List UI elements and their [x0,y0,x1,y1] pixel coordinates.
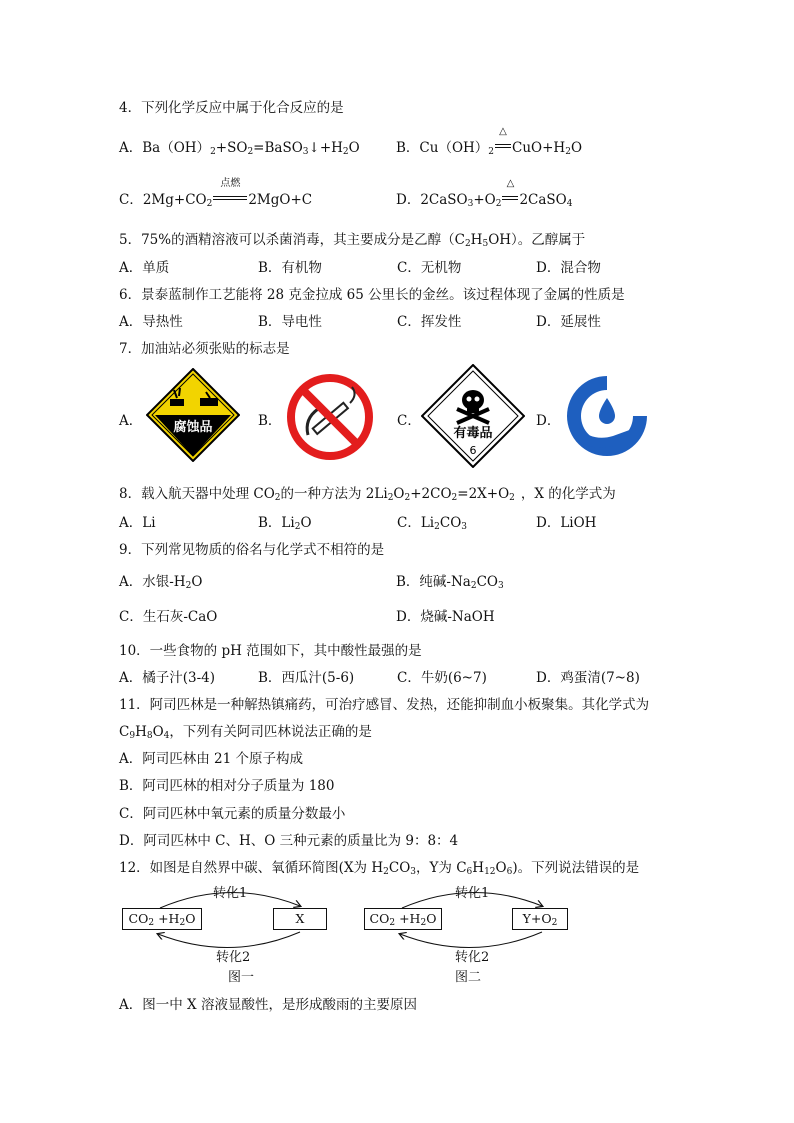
fig1-caption: 图一 [228,970,255,985]
q10-option-a: A．橘子汁(3-4) [119,670,216,686]
no-smoking-sign-icon [286,373,374,461]
q9-option-a: A．水银$-H_2O$ [119,574,203,591]
q10-stem: 10．一些食物的 pH 范围如下，其中酸性最强的是 [119,643,422,659]
fig2-label-conv2: 转化2 [455,950,490,965]
toxic-sign-number: 6 [469,444,477,457]
toxic-sign-text: 有毒品 [453,426,493,441]
q5-stem: 5．75%的酒精溶液可以杀菌消毒，其主要成分是乙醇$(C_2H_5OH)$。乙醇属于 [119,232,586,249]
fig1-label-conv1: 转化1 [213,886,248,901]
q4-option-c: C．$2Mg+CO_2$ 点燃 2MgO+C [119,178,313,209]
fig1-box-right: X [273,908,327,930]
q6-option-c: C．挥发性 [397,314,462,330]
q6-option-d: D．延展性 [536,314,601,330]
q12-stem: 12．如图是自然界中碳、氧循环简图(X为 $H_2CO_3$，Y为 $C_6H_{12}O_6$)。下列说法错误的是 [119,860,640,877]
q12-option-a: A．图一中 X 溶液显酸性，是形成酸雨的主要原因 [119,997,417,1013]
q11-stem-line1: 11．阿司匹林是一种解热镇痛药，可治疗感冒、发热，还能抑制血小板聚集。其化学式为 [119,697,650,713]
fig2-box-right: $Y+O_2$ [512,908,568,930]
q6-option-b: B．导电性 [258,314,322,330]
q11-option-a: A．阿司匹林由 21 个原子构成 [119,751,304,767]
q7-label-c: C． [397,413,421,429]
fig2-caption: 图二 [455,970,482,985]
q4-stem: 4．下列化学反应中属于化合反应的是 [119,100,344,116]
q4-option-a: A．$Ba(OH)_2+SO_2=BaSO_3↓+H_2O$ [119,140,360,157]
q8-option-b: B．$Li_2O$ [258,515,312,532]
q7-label-a: A． [119,413,143,429]
q8-option-a: A．Li [119,515,156,531]
q11-option-b: B．阿司匹林的相对分子质量为 180 [119,778,335,794]
q11-stem-line2: $C_9H_8O_4$，下列有关阿司匹林说法正确的是 [119,724,372,741]
q10-option-c: C．牛奶(6~7) [397,670,487,686]
q4-option-b: B．$Cu(OH)_2$ △ $CuO+H_2O$ [396,126,583,157]
water-saving-sign-icon [563,372,651,460]
q4-option-d: D．$2CaSO_3+O_2$ △ 2CaSO$_4$ [396,178,573,209]
corrosive-sign-text: 腐蚀品 [173,420,213,435]
q6-stem: 6．景泰蓝制作工艺能将 28 克金拉成 65 公里长的金丝。该过程体现了金属的性质是 [119,287,625,303]
q7-stem: 7．加油站必须张贴的标志是 [119,341,290,357]
corrosive-sign-icon [146,368,240,462]
q9-option-d: D．烧碱-NaOH [396,609,495,625]
fig2-box-left: $CO_2 +H_2O$ [364,908,442,930]
fig1-label-conv2: 转化2 [216,950,251,965]
q5-option-a: A．单质 [119,260,170,276]
q7-label-b: B． [258,413,282,429]
q11-option-d: D．阿司匹林中 C、H、O 三种元素的质量比为 9：8：4 [119,833,459,849]
q9-stem: 9．下列常见物质的俗名与化学式不相符的是 [119,542,385,558]
q8-stem: 8．载入航天器中处理 $CO_2$的一种方法为 $2Li_2O_2+2CO_2=2X+O_2$ ，X 的化学式为 [119,486,616,503]
fig2-label-conv1: 转化1 [455,886,490,901]
q11-option-c: C．阿司匹林中氧元素的质量分数最小 [119,806,346,822]
q10-option-b: B．西瓜汁(5-6) [258,670,355,686]
q6-option-a: A．导热性 [119,314,183,330]
q5-option-d: D．混合物 [536,260,601,276]
q9-option-c: C．生石灰-CaO [119,609,218,625]
q8-option-d: D．LiOH [536,515,597,531]
q7-label-d: D． [536,413,561,429]
q10-option-d: D．鸡蛋清(7~8) [536,670,640,686]
q5-option-b: B．有机物 [258,260,322,276]
q5-option-c: C．无机物 [397,260,462,276]
q9-option-b: B．纯碱$-Na_2CO_3$ [396,574,504,591]
q8-option-c: C．$Li_2CO_3$ [397,515,467,532]
toxic-sign-icon [421,364,525,468]
fig1-box-left: $CO_2 +H_2O$ [122,908,202,930]
